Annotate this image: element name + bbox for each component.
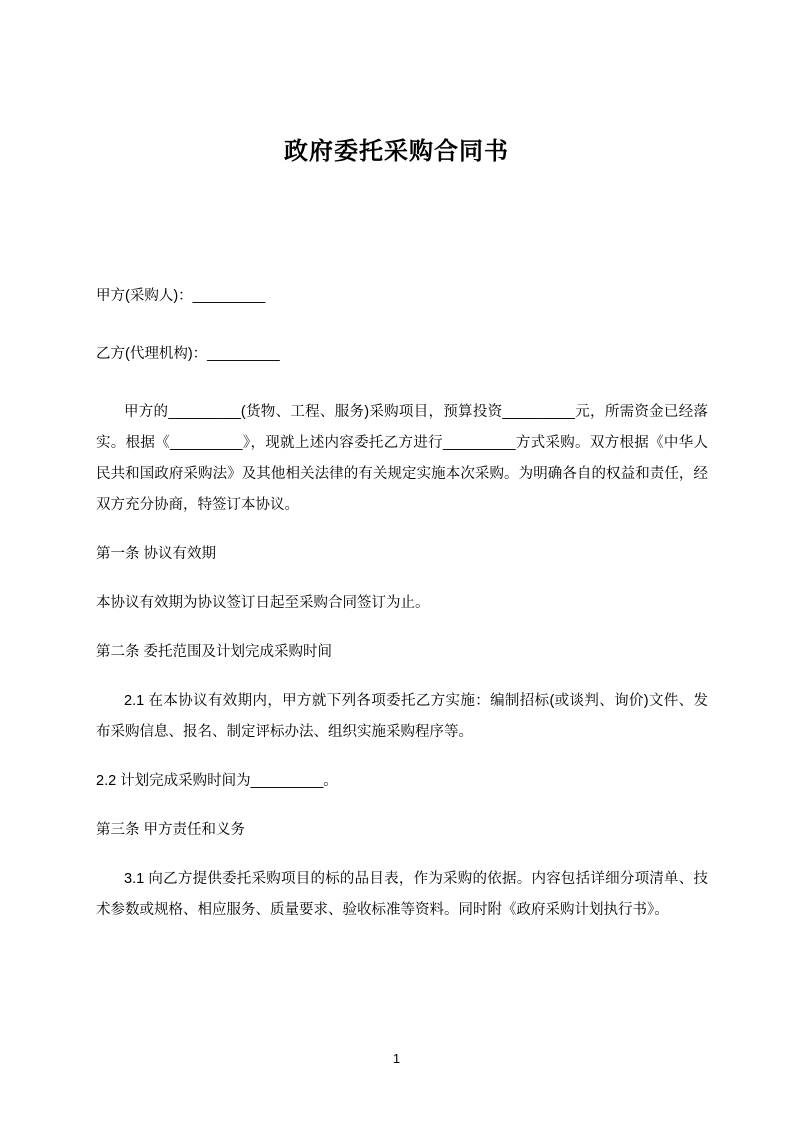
party-b-line: 乙方(代理机构)：_________ [96,346,280,362]
article-1-heading: 第一条 协议有效期 [96,546,217,562]
clause-3-1: 3.1 向乙方提供委托采购项目的标的品目表，作为采购的依据。内容包括详细分项清单、技术参数或规格、相应服务、质量要求、验收标准等资料。同时附《政府采购计划执行书》。 [96,871,708,918]
preamble-paragraph: 甲方的_________(货物、工程、服务)采购项目，预算投资_________元，所需资金已经落实。根据《_________》，现就上述内容委托乙方进行_________方式采购。双方根据《中华人民共和国政府采购法》及其他相关法律的有关规定实施本次采购。为明确各自的权益和责任，经双方充分协商，特签订本协议。 [96,404,708,513]
page-number: 1 [392,1051,401,1066]
article-3-heading: 第三条 甲方责任和义务 [96,822,246,838]
page-title: 政府委托采购合同书 [284,138,509,165]
clause-2-2: 2.2 计划完成采购时间为_________。 [96,773,338,789]
clause-2-1: 2.1 在本协议有效期内，甲方就下列各项委托乙方实施：编制招标(或谈判、询价)文件、发布采购信息、报名、制定评标办法、组织实施采购程序等。 [96,693,708,740]
article-2-heading: 第二条 委托范围及计划完成采购时间 [96,644,333,660]
article-1-body: 本协议有效期为协议签订日起至采购合同签订为止。 [96,595,430,611]
party-a-line: 甲方(采购人)：_________ [96,288,266,304]
document-body [96,281,708,944]
